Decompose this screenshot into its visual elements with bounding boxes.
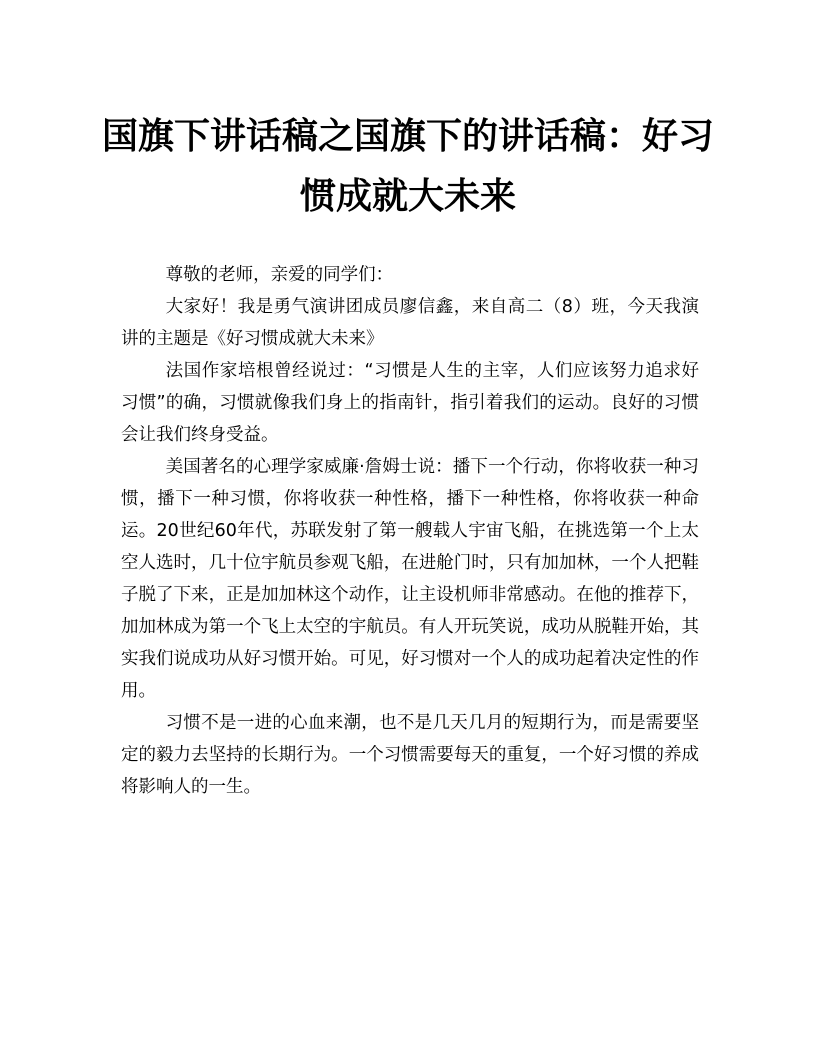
paragraph-persistence: 习惯不是一进的心血来潮，也不是几天几月的短期行为，而是需要坚定的毅力去坚持的长期行为。一个习惯需要每天的重复，一个好习惯的养成将影响人的一生。 (121, 713, 699, 797)
paragraph-salutation: 尊敬的老师，亲爱的同学们： (165, 265, 394, 285)
document-title (100, 106, 716, 226)
paragraph-introduction: 大家好！我是勇气演讲团成员廖信鑫，来自高二（8）班，今天我演讲的主题是《好习惯成就大未来》 (121, 297, 699, 349)
paragraph-bacon-quote: 法国作家培根曾经说过：“习惯是人生的主宰，人们应该努力追求好习惯”的确，习惯就像我们身上的指南针，指引着我们的运动。良好的习惯会让我们终身受益。 (121, 361, 699, 445)
title-line-2: 惯成就大未来 (299, 175, 516, 217)
title-line-1: 国旗下讲话稿之国旗下的讲话稿：好习 (101, 115, 714, 157)
paragraph-james-gagarin: 美国著名的心理学家威廉·詹姆士说：播下一个行动，你将收获一种习惯，播下一种习惯，你将收获一种性格，播下一种性格，你将收获一种命运。20世纪60年代，苏联发射了第一艘载人宇宙飞船，在挑选第一个上太空人选时，几十位宇航员参观飞船，在进舱门时，只有加加林，一个人把鞋子脱了下来，正是加加林这个动作，让主设机师非常感动。在他的推荐下，加加林成为第一个飞上太空的宇航员。有人开玩笑说，成功从脱鞋开始，其实我们说成功从好习惯开始。可见，好习惯对一个人的成功起着决定性的作用。 (121, 457, 699, 701)
document-body (121, 259, 699, 803)
